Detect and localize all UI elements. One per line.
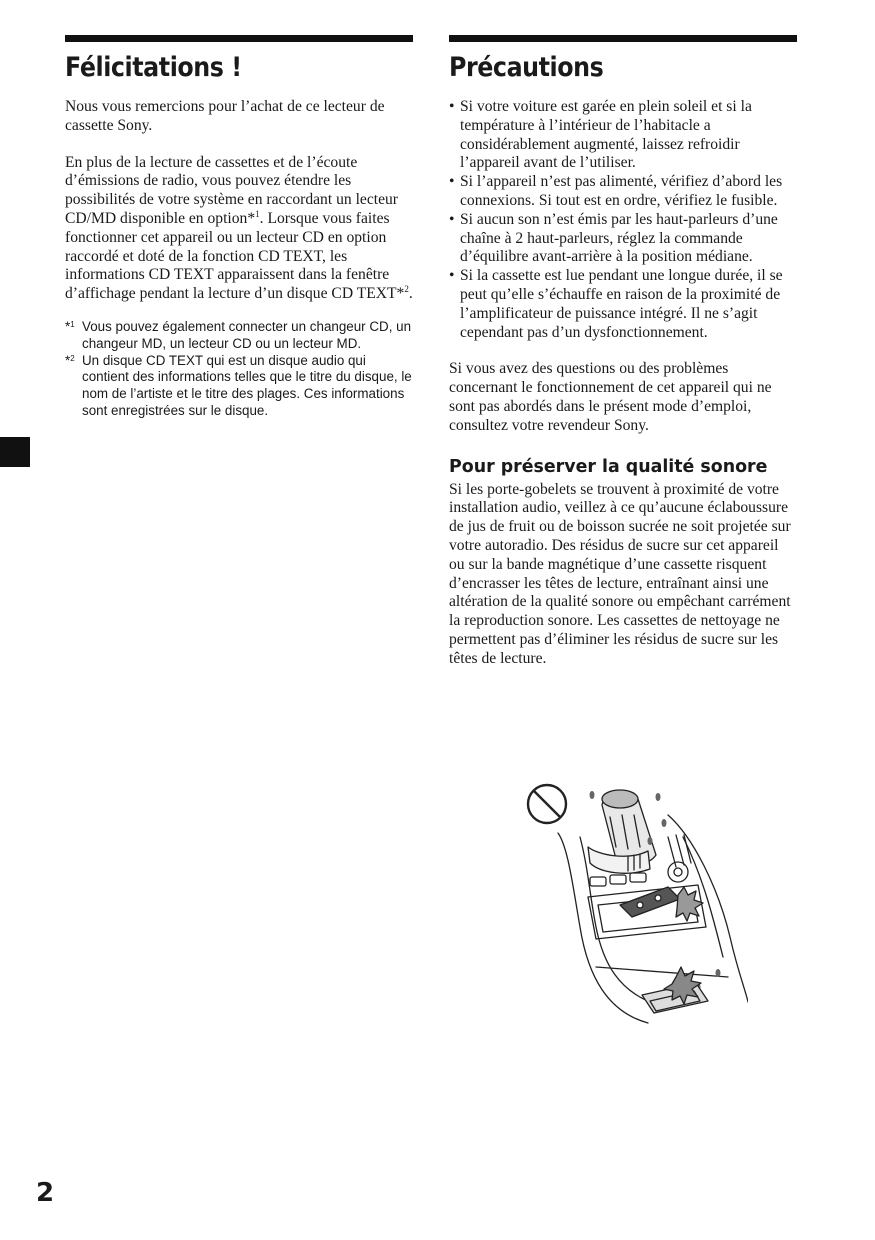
heading-rule bbox=[449, 35, 797, 42]
right-column bbox=[449, 35, 797, 669]
features-paragraph: En plus de la lecture de cassettes et de l’écoute d’émissions de radio, vous pouvez étendre les possibilités de votre système en raccordant un lecteur CD/MD disponible en option*$^1$. Lorsque vous faites fonctionner cet appareil ou un lecteur CD en option raccordé et doté de la fonction CD TEXT, les informations CD TEXT apparaissent dans la fenêtre d’affichage pendant la lecture d’un disque CD TEXT*$^2$. bbox=[65, 153, 413, 303]
prohibition-icon bbox=[528, 785, 566, 823]
dropped-cassette-icon bbox=[642, 967, 708, 1013]
section-tab-marker bbox=[0, 437, 30, 467]
drink-can-icon bbox=[588, 790, 656, 873]
list-item: • Si votre voiture est garée en plein soleil et si la température à l’intérieur de l’habitacle a considérablement augmenté, laissez refroidir l’appareil avant de l’utiliser. bbox=[449, 98, 797, 173]
footnote: *$^1$ Vous pouvez également connecter un changeur CD, un changeur MD, un lecteur CD ou un lecteur MD. bbox=[65, 318, 412, 351]
spilled-drink-illustration bbox=[518, 777, 748, 1027]
precautions-heading: Précautions bbox=[449, 52, 604, 83]
footnote: *$^2$ Un disque CD TEXT qui est un disque audio qui contient des informations telles que le titre du disque, le nom de l’artiste et le titre des plages. Ces informations sont enregistrées sur le disque. bbox=[65, 352, 412, 418]
thanks-paragraph: Nous vous remercions pour l’achat de ce lecteur de cassette Sony. bbox=[65, 98, 385, 134]
cassette-icon bbox=[620, 887, 680, 917]
list-item: • Si la cassette est lue pendant une longue durée, il se peut qu’elle s’échauffe en raison de la proximité de l’amplificateur de puissance intégré. Il ne s’agit cependant pas d’un dysfonctionnement. bbox=[449, 267, 797, 342]
footnotes bbox=[65, 319, 413, 420]
felicitations-heading: Félicitations ! bbox=[65, 52, 242, 83]
contact-paragraph: Si vous avez des questions ou des problèmes concernant le fonctionnement de cet appareil qui ne sont pas abordés dans le présent mode d’emploi, consultez votre revendeur Sony. bbox=[449, 360, 772, 434]
heading-rule bbox=[65, 35, 413, 42]
precautions-list bbox=[449, 98, 797, 342]
list-item: • Si l’appareil n’est pas alimenté, vérifiez d’abord les connexions. Si tout est en ordre, vérifiez le fusible. bbox=[449, 173, 797, 211]
sound-quality-paragraph: Si les porte-gobelets se trouvent à proximité de votre installation audio, veillez à ce qu’aucune éclaboussure de jus de fruit ou de boisson sucrée ne soit projetée sur votre autoradio. Des résidus de sucre sur cet appareil ou sur la bande magnétique d’une cassette risquent d’encrasser les têtes de lecture, entraînant ainsi une altération de la qualité sonore ou empêchant carrément la reproduction sonore. Les cassettes de nettoyage ne permettent pas d’éliminer les résidus de sucre sur les têtes de lecture. bbox=[449, 480, 791, 667]
left-column bbox=[65, 35, 413, 420]
list-item: • Si aucun son n’est émis par les haut-parleurs d’une chaîne à 2 haut-parleurs, réglez la commande d’équilibre avant-arrière à la position médiane. bbox=[449, 211, 797, 267]
sound-quality-subheading: Pour préserver la qualité sonore bbox=[449, 456, 768, 477]
page-number: 2 bbox=[36, 1178, 55, 1208]
